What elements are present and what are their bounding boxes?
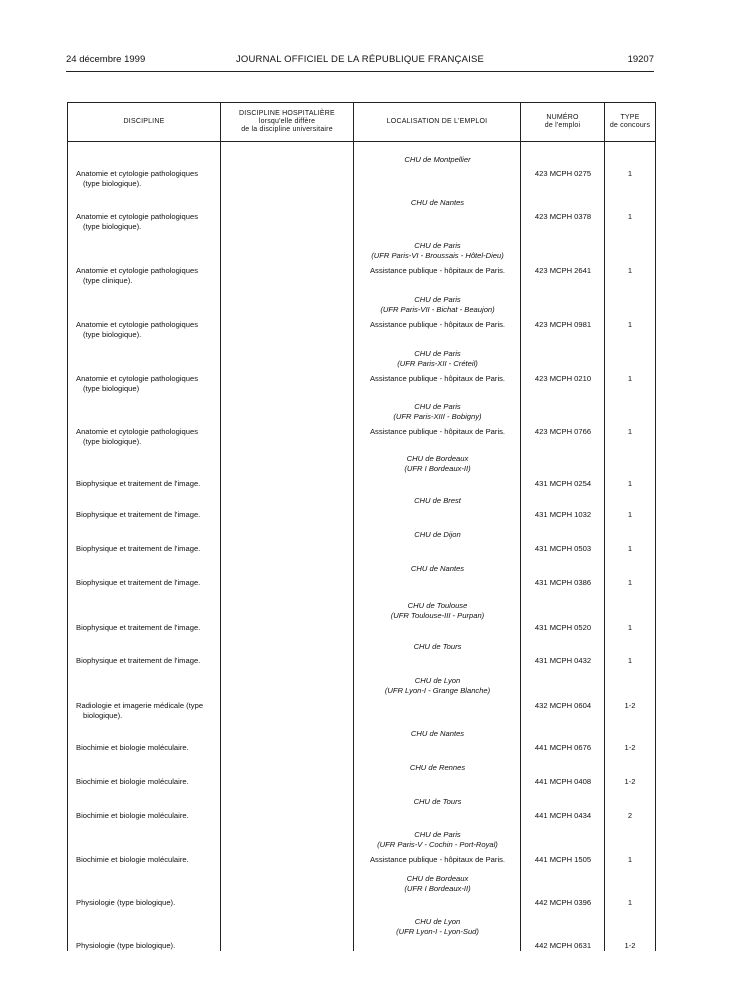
type-cell: 1 [627,656,633,665]
assistance-publique-text [354,266,521,276]
type-cell: 1 [627,544,633,553]
header-hospital-line3: de la discipline universitaire [241,126,333,133]
localisation-cell [354,797,521,807]
type-cell: 1 [627,374,633,383]
ufr-name: (UFR Lyon-I - Lyon-Sud) [396,926,479,936]
type-cell: 1 [627,623,633,632]
hospital-name: CHU de Paris [414,402,461,411]
assistance-publique-label: Assistance publique - hôpitaux de Paris. [369,855,506,864]
type-cell: 1-2 [624,701,636,710]
localisation-cell [354,830,521,849]
localisation-cell [354,564,521,574]
hospital-name: CHU de Paris [414,241,461,250]
discipline-text: Anatomie et cytologie pathologiques [76,212,199,221]
type-cell: 1-2 [624,777,636,786]
type-cell: 2 [627,811,633,820]
discipline-text: Anatomie et cytologie pathologiques [76,427,199,436]
assistance-publique-text [354,855,521,865]
numero-cell: 423 MCPH 0210 [534,374,592,383]
hospital-name: CHU de Rennes [409,763,466,772]
localisation-cell [354,496,521,506]
numero-cell: 423 MCPH 0275 [534,169,592,178]
localisation-cell [354,454,521,473]
type-cell: 1 [627,479,633,488]
ufr-name: (UFR Lyon-I - Grange Blanche) [384,685,491,695]
hospital-name: CHU de Lyon [414,676,461,685]
ufr-name: (UFR I Bordeaux-II) [404,463,471,473]
type-cell: 1 [627,578,633,587]
discipline-text: Biochimie et biologie moléculaire. [76,855,189,864]
localisation-cell [354,874,521,893]
ufr-name: (UFR Toulouse-III - Purpan) [390,610,485,620]
numero-cell: 431 MCPH 0386 [534,578,592,587]
discipline-text-continued: (type biologique) [83,383,140,393]
discipline-text: Biophysique et traitement de l'image. [76,510,201,519]
discipline-text: Anatomie et cytologie pathologiques [76,374,199,383]
discipline-cell [76,941,221,951]
discipline-text-continued: (type clinique). [83,275,133,285]
localisation-cell [354,642,521,652]
discipline-text: Physiologie (type biologique). [76,898,176,907]
localisation-cell [354,349,521,368]
assistance-publique-label: Assistance publique - hôpitaux de Paris. [369,374,506,383]
column-divider [520,103,521,951]
hospital-name: CHU de Montpellier [404,155,471,164]
type-cell: 1 [627,510,633,519]
discipline-text: Biochimie et biologie moléculaire. [76,743,189,752]
discipline-text: Anatomie et cytologie pathologiques [76,266,199,275]
discipline-cell [76,811,221,821]
discipline-text-continued: (type biologique). [83,221,142,231]
discipline-text: Biochimie et biologie moléculaire. [76,811,189,820]
hospital-name: CHU de Nantes [410,729,465,738]
hospital-name: CHU de Toulouse [407,601,468,610]
discipline-cell [76,623,221,633]
localisation-cell [354,295,521,314]
localisation-cell [354,155,521,165]
type-cell: 1 [627,427,633,436]
hospital-name: CHU de Brest [414,496,461,505]
assistance-publique-label: Assistance publique - hôpitaux de Paris. [369,266,506,275]
numero-cell: 431 MCPH 0254 [534,479,592,488]
hospital-name: CHU de Lyon [414,917,461,926]
numero-cell: 423 MCPH 0378 [534,212,592,221]
localisation-cell [354,198,521,208]
localisation-cell [354,402,521,421]
numero-cell: 441 MCPH 0408 [534,777,592,786]
assistance-publique-label: Assistance publique - hôpitaux de Paris. [369,427,506,436]
header-numero-line1: NUMÉRO [546,114,579,121]
discipline-text: Biophysique et traitement de l'image. [76,578,201,587]
ufr-name: (UFR Paris-XIII - Bobigny) [393,411,482,421]
discipline-text: Anatomie et cytologie pathologiques [76,169,199,178]
header-localisation [354,103,520,141]
numero-cell: 442 MCPH 0631 [534,941,592,950]
numero-cell: 431 MCPH 1032 [534,510,592,519]
header-rule [66,71,654,72]
hospital-name: CHU de Bordeaux [406,454,469,463]
discipline-text: Anatomie et cytologie pathologiques [76,320,199,329]
numero-cell: 423 MCPH 0981 [534,320,592,329]
discipline-cell [76,510,221,520]
numero-cell: 441 MCPH 0676 [534,743,592,752]
localisation-cell [354,530,521,540]
localisation-cell [354,676,521,695]
numero-cell: 431 MCPH 0432 [534,656,592,665]
discipline-text-continued: biologique). [83,710,123,720]
discipline-cell [76,898,221,908]
ufr-name: (UFR Paris-VI - Broussais - Hôtel-Dieu) [371,250,504,260]
journal-title: JOURNAL OFFICIEL DE LA RÉPUBLIQUE FRANÇAISE [235,54,485,65]
assistance-publique-text [354,427,521,437]
table-header-row [68,103,655,142]
numero-cell: 432 MCPH 0604 [534,701,592,710]
discipline-cell [76,212,221,231]
hospital-name: CHU de Nantes [410,564,465,573]
discipline-text: Biophysique et traitement de l'image. [76,544,201,553]
numero-cell: 431 MCPH 0503 [534,544,592,553]
localisation-cell [354,241,521,260]
header-numero [521,103,604,141]
ufr-name: (UFR Paris-V - Cochin - Port-Royal) [377,839,498,849]
numero-cell: 423 MCPH 2641 [534,266,592,275]
type-cell: 1 [627,169,633,178]
header-hospital-discipline [221,103,353,141]
discipline-text-continued: (type biologique). [83,178,142,188]
discipline-text: Biophysique et traitement de l'image. [76,479,201,488]
type-cell: 1 [627,898,633,907]
hospital-name: CHU de Dijon [414,530,461,539]
discipline-text-continued: (type biologique). [83,436,142,446]
numero-cell: 442 MCPH 0396 [534,898,592,907]
ufr-name: (UFR Paris-VII - Bichat - Beaujon) [380,304,495,314]
discipline-text-continued: (type biologique). [83,329,142,339]
discipline-text: Biophysique et traitement de l'image. [76,623,201,632]
type-cell: 1 [627,266,633,275]
localisation-cell [354,763,521,773]
hospital-name: CHU de Tours [413,642,462,651]
type-cell: 1 [627,320,633,329]
type-cell: 1 [627,855,633,864]
column-divider [353,103,354,951]
localisation-cell [354,601,521,620]
hospital-name: CHU de Paris [414,349,461,358]
discipline-text: Physiologie (type biologique). [76,941,176,950]
page-header [66,54,654,68]
discipline-text: Radiologie et imagerie médicale (type [76,701,204,710]
page-number: 19207 [627,54,654,65]
discipline-cell [76,701,221,720]
discipline-cell [76,855,221,865]
numero-cell: 441 MCPH 0434 [534,811,592,820]
header-type-line1: TYPE [620,114,640,121]
discipline-cell [76,578,221,588]
positions-table [67,102,656,951]
numero-cell: 431 MCPH 0520 [534,623,592,632]
type-cell: 1 [627,212,633,221]
discipline-cell [76,777,221,787]
hospital-name: CHU de Paris [414,830,461,839]
discipline-cell [76,427,221,446]
header-type [605,103,655,141]
assistance-publique-text [354,374,521,384]
discipline-cell [76,479,221,489]
assistance-publique-label: Assistance publique - hôpitaux de Paris. [369,320,506,329]
hospital-name: CHU de Tours [413,797,462,806]
numero-cell: 441 MCPH 1505 [534,855,592,864]
header-numero-line2: de l'emploi [544,122,581,129]
hospital-name: CHU de Bordeaux [406,874,469,883]
discipline-cell [76,266,221,285]
discipline-text: Biochimie et biologie moléculaire. [76,777,189,786]
discipline-cell [76,656,221,666]
header-discipline [68,103,220,141]
hospital-name: CHU de Nantes [410,198,465,207]
localisation-cell [354,917,521,936]
publication-date: 24 décembre 1999 [66,54,146,65]
discipline-cell [76,544,221,554]
header-discipline-label: DISCIPLINE [123,118,165,125]
assistance-publique-text [354,320,521,330]
type-cell: 1-2 [624,743,636,752]
discipline-cell [76,374,221,393]
discipline-text: Biophysique et traitement de l'image. [76,656,201,665]
hospital-name: CHU de Paris [414,295,461,304]
discipline-cell [76,743,221,753]
ufr-name: (UFR Paris-XII - Créteil) [397,358,478,368]
ufr-name: (UFR I Bordeaux-II) [404,883,471,893]
numero-cell: 423 MCPH 0766 [534,427,592,436]
header-type-line2: de concours [609,122,651,129]
header-localisation-label: LOCALISATION DE L'EMPLOI [386,118,488,125]
header-hospital-line2: lorsqu'elle diffère [258,118,316,125]
discipline-cell [76,320,221,339]
header-hospital-line1: DISCIPLINE HOSPITALIÈRE [239,110,335,117]
discipline-cell [76,169,221,188]
localisation-cell [354,729,521,739]
type-cell: 1-2 [624,941,636,950]
column-divider [604,103,605,951]
